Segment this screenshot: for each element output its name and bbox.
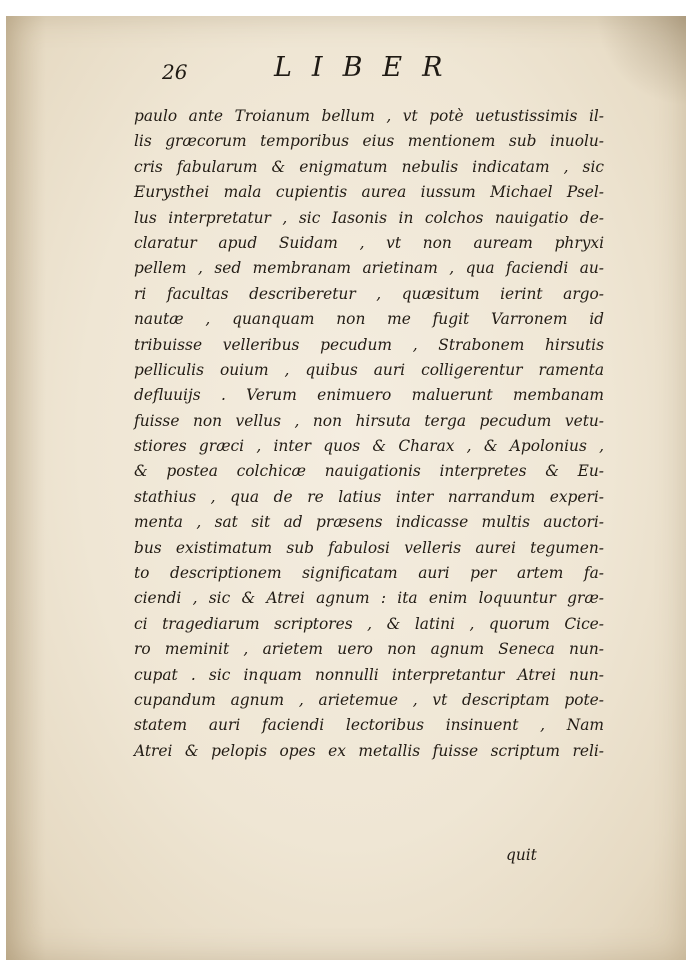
text-line: ci tragediarum scriptores , & latini , quorum Cice- (134, 614, 604, 633)
page-scan (6, 16, 686, 960)
body-text (134, 104, 604, 764)
text-line: statem auri faciendi lectoribus insinuent , Nam (134, 716, 604, 735)
text-line: stathius , qua de re latius inter narrandum experi- (134, 487, 604, 506)
text-line: cupandum agnum , arietemue , vt descriptam pote- (134, 690, 604, 709)
text-line: Atrei & pelopis opes ex metallis fuisse scriptum reli- (134, 741, 604, 760)
text-line: cupat . sic inquam nonnulli interpretantur Atrei nun- (134, 665, 604, 684)
text-line: bus existimatum sub fabulosi velleris aurei tegumen- (134, 538, 604, 557)
gutter-shadow (6, 16, 46, 960)
running-head (6, 52, 686, 92)
running-title: LIBER (274, 52, 463, 83)
text-line: nautæ , quanquam non me fugit Varronem id (134, 310, 604, 329)
text-line: ro meminit , arietem uero non agnum Seneca nun- (134, 640, 604, 659)
catchword: quit (506, 846, 537, 864)
text-line: claratur apud Suidam , vt non auream phryxi (134, 233, 604, 252)
text-line: defluuijs . Verum enimuero maluerunt membanam (134, 386, 604, 405)
text-line: & postea colchicæ nauigationis interpretes & Eu- (134, 462, 604, 481)
text-line: ciendi , sic & Atrei agnum : ita enim loquuntur græ- (134, 589, 604, 608)
text-line: cris fabularum & enigmatum nebulis indicatam , sic (134, 157, 604, 176)
text-line: tribuisse velleribus pecudum , Strabonem hirsutis (134, 335, 604, 354)
text-line: fuisse non vellus , non hirsuta terga pecudum vetu- (134, 411, 604, 430)
text-line: menta , sat sit ad præsens indicasse multis auctori- (134, 513, 604, 532)
text-line: to descriptionem significatam auri per artem fa- (134, 564, 604, 583)
text-line: lis græcorum temporibus eius mentionem sub inuolu- (134, 132, 604, 151)
text-line: pelliculis ouium , quibus auri colligerentur ramenta (134, 360, 604, 379)
text-line: Eurysthei mala cupientis aurea iussum Michael Psel- (134, 183, 604, 202)
page-number: 26 (162, 60, 188, 84)
text-line: paulo ante Troianum bellum , vt potè uetustissimis il- (134, 107, 604, 125)
text-line: stiores græci , inter quos & Charax , & Apolonius , (134, 437, 604, 456)
text-line: ri facultas describeretur , quæsitum ierint argo- (134, 284, 604, 303)
text-line: lus interpretatur , sic Iasonis in colchos nauigatio de- (134, 208, 604, 227)
text-line: pellem , sed membranam arietinam , qua faciendi au- (134, 259, 604, 278)
